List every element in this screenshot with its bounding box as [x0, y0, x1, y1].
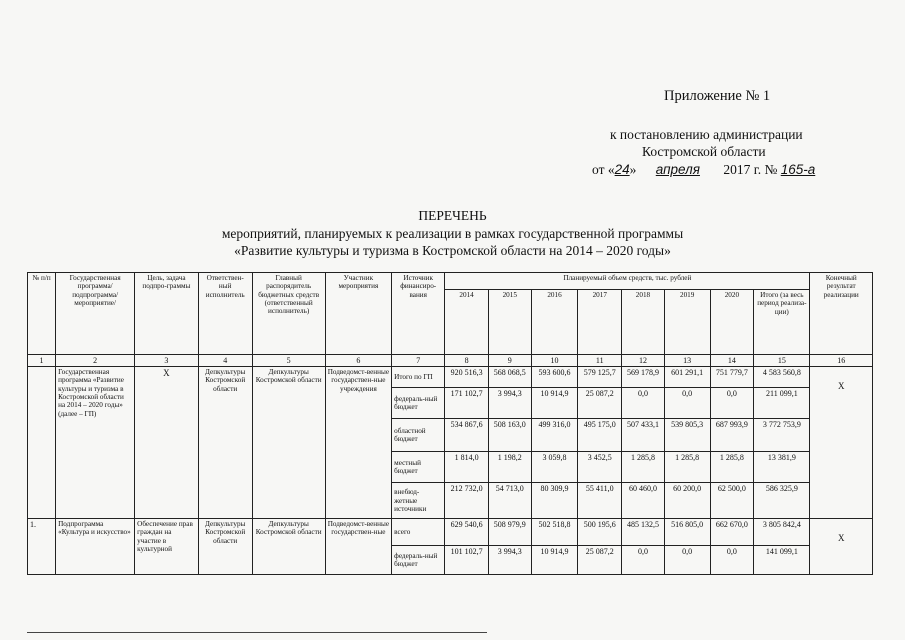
value-cell: 0,0: [664, 546, 710, 575]
source-label: местный бюджет: [392, 452, 445, 483]
value-cell: 751 779,7: [710, 367, 754, 388]
value-cell: 601 291,1: [664, 367, 710, 388]
head-year: 2020: [710, 290, 754, 355]
col-index: 3: [135, 355, 198, 367]
col-index: 2: [56, 355, 135, 367]
col-index: 11: [578, 355, 622, 367]
value-cell: 60 460,0: [622, 483, 665, 519]
head-distributor: Главный распорядитель бюджетных средств (ответственный исполнитель): [252, 273, 325, 355]
page-bottom-rule: [27, 632, 487, 633]
col-index: 5: [252, 355, 325, 367]
col-index: 9: [488, 355, 531, 367]
value-cell: 54 713,0: [488, 483, 531, 519]
total-cell: 141 099,1: [754, 546, 810, 575]
head-year: 2015: [488, 290, 531, 355]
col-index: 7: [392, 355, 445, 367]
value-cell: 569 178,9: [622, 367, 665, 388]
value-cell: 629 540,6: [445, 519, 489, 546]
value-cell: 568 068,5: [488, 367, 531, 388]
head-year: 2014: [445, 290, 489, 355]
value-cell: 62 500,0: [710, 483, 754, 519]
program-goal: Х: [135, 367, 198, 519]
program-num-cell: [28, 367, 56, 519]
head-program: Государственная программа/ подпрограмма/ мероприятие/: [56, 273, 135, 355]
measures-table: [27, 272, 873, 575]
head-executor: Ответствен-ный исполнитель: [198, 273, 252, 355]
decree-date: [592, 162, 815, 178]
value-cell: 534 867,6: [445, 419, 489, 452]
program-distributor: Депкультуры Костромской области: [252, 367, 325, 519]
value-cell: 0,0: [710, 388, 754, 419]
program-name: Государственная программа «Развитие культуры и туризма в Костромской области на 2014 – 2020 годы» (далее – ГП): [56, 367, 135, 519]
col-index: 15: [754, 355, 810, 367]
doc-subtitle-1: мероприятий, планируемых к реализации в рамках государственной программы: [221, 226, 684, 241]
value-cell: 1 198,2: [488, 452, 531, 483]
value-cell: 212 732,0: [445, 483, 489, 519]
source-label: областной бюджет: [392, 419, 445, 452]
value-cell: 499 316,0: [531, 419, 578, 452]
total-cell: 3 772 753,9: [754, 419, 810, 452]
value-cell: 3 059,8: [531, 452, 578, 483]
total-cell: 3 805 842,4: [754, 519, 810, 546]
value-cell: 1 285,8: [622, 452, 665, 483]
value-cell: 60 200,0: [664, 483, 710, 519]
value-cell: 687 993,9: [710, 419, 754, 452]
value-cell: 500 195,6: [578, 519, 622, 546]
subprogram-result: Х: [810, 519, 873, 575]
value-cell: 1 285,8: [710, 452, 754, 483]
value-cell: 101 102,7: [445, 546, 489, 575]
value-cell: 662 670,0: [710, 519, 754, 546]
col-index: 10: [531, 355, 578, 367]
value-cell: 0,0: [710, 546, 754, 575]
value-cell: 485 132,5: [622, 519, 665, 546]
value-cell: 3 994,3: [488, 546, 531, 575]
head-source: Источник финансиро-вания: [392, 273, 445, 355]
head-total: Итого (за весь период реализа-ции): [754, 290, 810, 355]
doc-title: ПЕРЕЧЕНЬ: [418, 208, 487, 223]
decree-line-1: к постановлению администрации: [610, 127, 803, 142]
value-cell: 495 175,0: [578, 419, 622, 452]
date-year: 2017 г. №: [723, 162, 778, 177]
program-participant: Подведомст-венные государствен-ные учреждения: [325, 367, 392, 519]
source-label: федераль-ный бюджет: [392, 546, 445, 575]
source-label: внебюд-жетные источники: [392, 483, 445, 519]
col-index: 6: [325, 355, 392, 367]
source-label: федераль-ный бюджет: [392, 388, 445, 419]
value-cell: 502 518,8: [531, 519, 578, 546]
value-cell: 0,0: [622, 546, 665, 575]
head-result: Конечный результат реализации: [810, 273, 873, 355]
value-cell: 25 087,2: [578, 388, 622, 419]
value-cell: 10 914,9: [531, 388, 578, 419]
header-row: [28, 273, 873, 290]
value-cell: 508 163,0: [488, 419, 531, 452]
head-year: 2016: [531, 290, 578, 355]
col-index: 1: [28, 355, 56, 367]
col-index: 16: [810, 355, 873, 367]
head-num: № п/п: [28, 273, 56, 355]
subprogram-executor: Депкультуры Костромской области: [198, 519, 252, 575]
date-number: 165-а: [780, 162, 816, 177]
head-year: 2019: [664, 290, 710, 355]
col-index: 4: [198, 355, 252, 367]
subprogram-num: 1.: [28, 519, 56, 575]
head-planned: Планируемый объем средств, тыс. рублей: [445, 273, 810, 290]
table-row: [28, 519, 873, 546]
col-index: 12: [622, 355, 665, 367]
date-month: апреля: [655, 162, 700, 177]
doc-subtitle-2: «Развитие культуры и туризма в Костромской области на 2014 – 2020 годы»: [234, 243, 671, 258]
date-day: 24: [614, 162, 630, 177]
head-year: 2017: [578, 290, 622, 355]
subprogram-name: Подпрограмма «Культура и искусство»: [56, 519, 135, 575]
value-cell: 0,0: [664, 388, 710, 419]
decree-line-2: Костромской области: [642, 144, 766, 159]
value-cell: 507 433,1: [622, 419, 665, 452]
value-cell: 80 309,9: [531, 483, 578, 519]
appendix-label: Приложение № 1: [664, 88, 771, 104]
value-cell: 579 125,7: [578, 367, 622, 388]
value-cell: 920 516,3: [445, 367, 489, 388]
value-cell: 593 600,6: [531, 367, 578, 388]
value-cell: 1 285,8: [664, 452, 710, 483]
col-index: 13: [664, 355, 710, 367]
value-cell: 516 805,0: [664, 519, 710, 546]
date-sep: »: [629, 162, 637, 177]
head-goal: Цель, задача подпро-граммы: [135, 273, 198, 355]
value-cell: 171 102,7: [445, 388, 489, 419]
total-cell: 211 099,1: [754, 388, 810, 419]
total-cell: 586 325,9: [754, 483, 810, 519]
value-cell: 3 452,5: [578, 452, 622, 483]
subprogram-participant: Подведомст-венные государствен-ные: [325, 519, 392, 575]
col-index: 8: [445, 355, 489, 367]
head-participant: Участник мероприятия: [325, 273, 392, 355]
column-index-row: [28, 355, 873, 367]
value-cell: 10 914,9: [531, 546, 578, 575]
total-cell: 13 381,9: [754, 452, 810, 483]
total-cell: 4 583 560,8: [754, 367, 810, 388]
source-label: Итого по ГП: [392, 367, 445, 388]
value-cell: 3 994,3: [488, 388, 531, 419]
value-cell: 0,0: [622, 388, 665, 419]
source-label: всего: [392, 519, 445, 546]
program-executor: Депкультуры Костромской области: [198, 367, 252, 519]
head-year: 2018: [622, 290, 665, 355]
value-cell: 508 979,9: [488, 519, 531, 546]
program-result: Х: [810, 367, 873, 519]
date-prefix: от «: [592, 162, 615, 177]
value-cell: 25 087,2: [578, 546, 622, 575]
table-row: [28, 367, 873, 388]
value-cell: 539 805,3: [664, 419, 710, 452]
value-cell: 55 411,0: [578, 483, 622, 519]
value-cell: 1 814,0: [445, 452, 489, 483]
subprogram-distributor: Депкультуры Костромской области: [252, 519, 325, 575]
subprogram-goal: Обеспечение прав граждан на участие в культурной: [135, 519, 198, 575]
col-index: 14: [710, 355, 754, 367]
